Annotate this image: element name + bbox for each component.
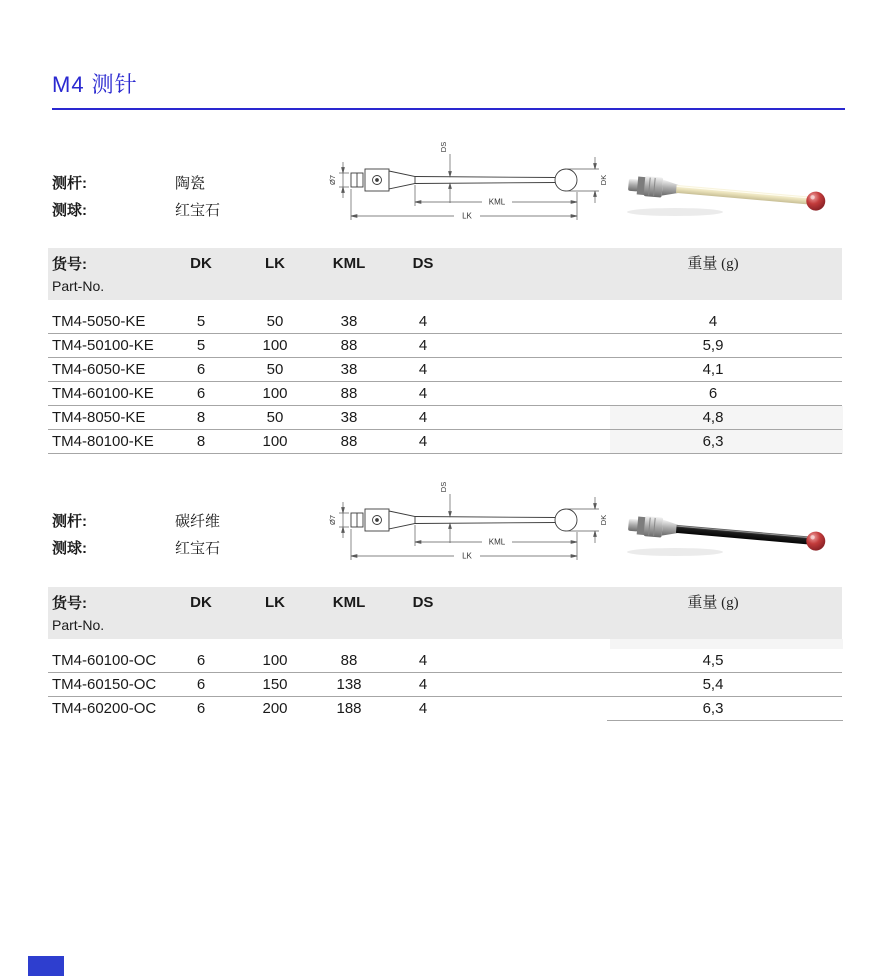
table-row: TM4-60100-KE 6 100 88 4 6 [48, 382, 842, 406]
table-header [48, 248, 842, 300]
col-header-dk: DK [190, 594, 212, 611]
col-header-ds: DS [412, 255, 434, 272]
dim-label-kml: KML [488, 197, 506, 207]
table-header [48, 587, 842, 639]
table-body [48, 310, 842, 454]
table-row: TM4-5050-KE 5 50 38 4 4 [48, 310, 842, 334]
product-photo-carbon [620, 490, 850, 580]
drawing-taper [389, 171, 415, 189]
dim-label-lk: LK [462, 211, 472, 221]
spec-shaft [52, 508, 220, 535]
table-row: TM4-8050-KE 8 50 38 4 4,8 [48, 406, 842, 430]
dim-label-diameter: Ø7 [328, 514, 337, 526]
product-photo-ceramic [620, 150, 850, 240]
technical-drawing-carbon [315, 480, 618, 568]
spec-shaft-label: 测杆: [52, 175, 87, 192]
table-row: TM4-60100-OC 6 100 88 4 4,5 [48, 649, 842, 673]
dim-label-ds: DS [439, 141, 448, 153]
dim-label-ds: DS [439, 481, 448, 493]
col-header-kml: KML [332, 594, 366, 611]
table-body [48, 649, 842, 720]
table-row: TM4-50100-KE 5 100 88 4 5,9 [48, 334, 842, 358]
dim-label-dk: DK [599, 514, 608, 526]
col-header-weight: 重量 (g) [687, 256, 739, 272]
technical-drawing-ceramic [315, 140, 618, 228]
dim-label-lk: LK [462, 551, 472, 561]
col-header-lk: LK [265, 255, 285, 272]
spec-shaft-value: 碳纤维 [175, 513, 221, 530]
spec-shaft [52, 170, 220, 197]
dim-label-diameter: Ø7 [328, 174, 337, 186]
spec-list-carbon [52, 508, 220, 562]
table-row: TM4-60200-OC 6 200 188 4 6,3 [52, 700, 724, 717]
weight-column-bottom-rule [607, 720, 843, 721]
footer-page-marker [28, 956, 64, 976]
col-header-ds: DS [412, 594, 434, 611]
col-header-weight: 重量 (g) [687, 595, 739, 611]
spec-ball [52, 535, 220, 562]
spec-shaft-value: 陶瓷 [175, 175, 206, 192]
parts-table-carbon [48, 587, 842, 720]
spec-ball-label: 测球: [52, 202, 87, 219]
col-header-part: 货号: Part-No. [52, 256, 105, 294]
table-row: TM4-80100-KE 8 100 88 4 6,3 [48, 430, 842, 454]
weight-column-shading [610, 639, 843, 649]
col-header-kml: KML [332, 255, 366, 272]
dim-label-kml: KML [488, 537, 506, 547]
dim-label-dk: DK [599, 174, 608, 186]
col-header-lk: LK [265, 594, 285, 611]
spec-shaft-label: 测杆: [52, 513, 87, 530]
parts-table-ceramic [48, 248, 842, 454]
spec-ball-label: 测球: [52, 540, 87, 557]
table-row: TM4-6050-KE 6 50 38 4 4,1 [48, 358, 842, 382]
ruby-ball [805, 531, 826, 552]
spec-ball-value: 红宝石 [175, 540, 221, 557]
drawing-ball [555, 169, 577, 191]
spec-list-ceramic [52, 170, 220, 224]
spec-ball [52, 197, 220, 224]
col-header-dk: DK [190, 255, 212, 272]
col-header-part: 货号: Part-No. [52, 595, 105, 633]
ruby-ball [805, 191, 826, 212]
page-title: M4 测针 [52, 68, 845, 110]
spec-ball-value: 红宝石 [175, 202, 221, 219]
table-row: TM4-60150-OC 6 150 138 4 5,4 [48, 673, 842, 697]
